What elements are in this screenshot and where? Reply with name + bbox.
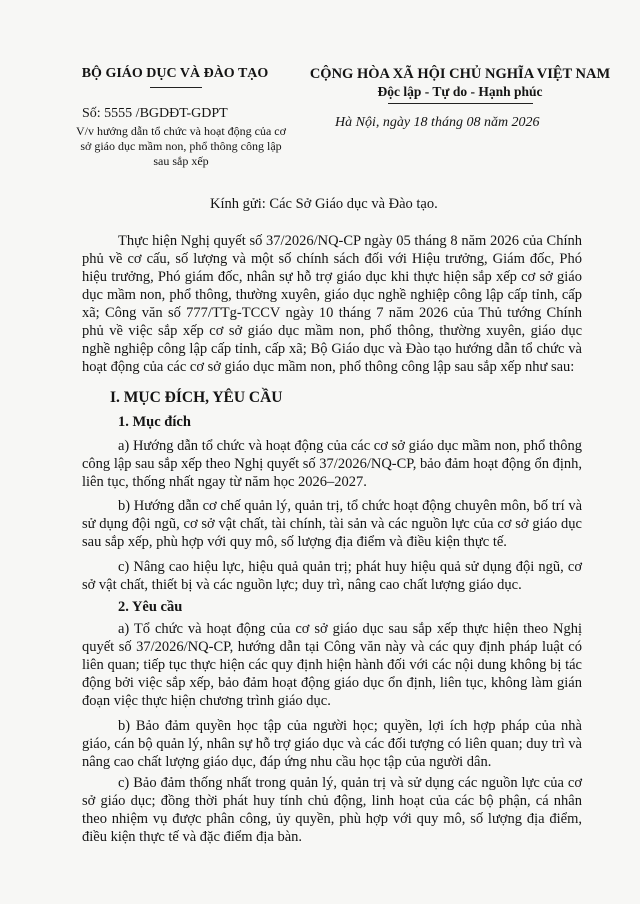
subsection-heading-requirements: 2. Yêu cầu [118,599,183,615]
recipient-line: Kính gửi: Các Sở Giáo dục và Đào tạo. [210,196,438,212]
ministry-name: BỘ GIÁO DỤC VÀ ĐÀO TẠO [81,66,269,81]
ministry-underline [150,87,202,88]
motto-underline [388,103,533,104]
purpose-item-a: a) Hướng dẫn tổ chức và hoạt động của các cơ sở giáo dục mầm non, phổ thông công lập sau sắp xếp theo Nghị quyết số 37/2026/NQ-CP, bảo đảm hoạt động ổn định, liên tục, thống nhất ngay từ năm học 2026–2027. [82,438,582,490]
republic-title: CỘNG HÒA XÃ HỘI CHỦ NGHĨA VIỆT NAM [309,66,611,82]
requirement-item-c: c) Bảo đảm thống nhất trong quản lý, quản trị và sử dụng các nguồn lực của cơ sở giáo dục; đồng thời phát huy tính chủ động, linh hoạt của các bộ phận, cá nhân theo nhiệm vụ được phân công, ủy quyền, phù hợp với quy mô, số lượng địa điểm, điều kiện thực tế và đặc điểm địa bàn. [82,775,582,845]
intro-paragraph: Thực hiện Nghị quyết số 37/2026/NQ-CP ngày 05 tháng 8 năm 2026 của Chính phủ về cơ cấu, số lượng và một số chính sách đối với Hiệu trưởng, Giám đốc, Phó hiệu trưởng, Phó giám đốc, nhân sự hỗ trợ giáo dục khi thực hiện sắp xếp cơ sở giáo dục mầm non, phổ thông, thường xuyên, giáo dục nghề nghiệp công lập cấp tỉnh, cấp xã; Công văn số 777/TTg-TCCV ngày 10 tháng 7 năm 2026 của Thủ tướng Chính phủ về việc sắp xếp cơ sở giáo dục mầm non, phổ thông, thường xuyên, giáo dục nghề nghiệp công lập cấp tỉnh, cấp xã; Bộ Giáo dục và Đào tạo hướng dẫn tổ chức và hoạt động của các cơ sở giáo dục mầm non, phổ thông công lập sau sắp xếp như sau: [82,233,582,375]
section-heading: I. MỤC ĐÍCH, YÊU CẦU [110,389,283,406]
document-number: Số: 5555 /BGDĐT-GDPT [82,106,228,121]
requirement-item-a: a) Tổ chức và hoạt động của cơ sở giáo dục sau sắp xếp thực hiện theo Nghị quyết số 37/2026/NQ-CP, hướng dẫn tại Công văn này và các quy định pháp luật có liên quan; tiếp tục thực hiện các quy định hiện hành đối với các nội dung không bị tác động bởi việc sắp xếp, bảo đảm hoạt động giáo dục ổn định, liên tục, không làm gián đoạn việc thực hiện chương trình giáo dục. [82,621,582,709]
subsection-heading-purpose: 1. Mục đích [118,414,191,430]
document-subject: V/v hướng dẫn tổ chức và hoạt động của cơ sở giáo dục mầm non, phổ thông công lập sau sắp xếp [76,124,286,168]
issue-date: Hà Nội, ngày 18 tháng 08 năm 2026 [335,115,540,130]
national-motto: Độc lập - Tự do - Hạnh phúc [377,84,543,99]
purpose-item-b: b) Hướng dẫn cơ chế quản lý, quản trị, tổ chức hoạt động chuyên môn, bố trí và sử dụng đội ngũ, cơ sở vật chất, tài chính, tài sản và các nguồn lực của cơ sở giáo dục sau sắp xếp, phù hợp với quy mô, số lượng địa điểm và điều kiện thực tế. [82,498,582,550]
requirement-item-b: b) Bảo đảm quyền học tập của người học; quyền, lợi ích hợp pháp của nhà giáo, cán bộ quản lý, nhân sự hỗ trợ giáo dục và các đối tượng có liên quan; duy trì và nâng cao chất lượng giáo dục, đáp ứng nhu cầu học tập của người dân. [82,718,582,770]
purpose-item-c: c) Nâng cao hiệu lực, hiệu quả quản trị; phát huy hiệu quả sử dụng đội ngũ, cơ sở vật chất, thiết bị và các nguồn lực; duy trì, nâng cao chất lượng giáo dục. [82,559,582,593]
